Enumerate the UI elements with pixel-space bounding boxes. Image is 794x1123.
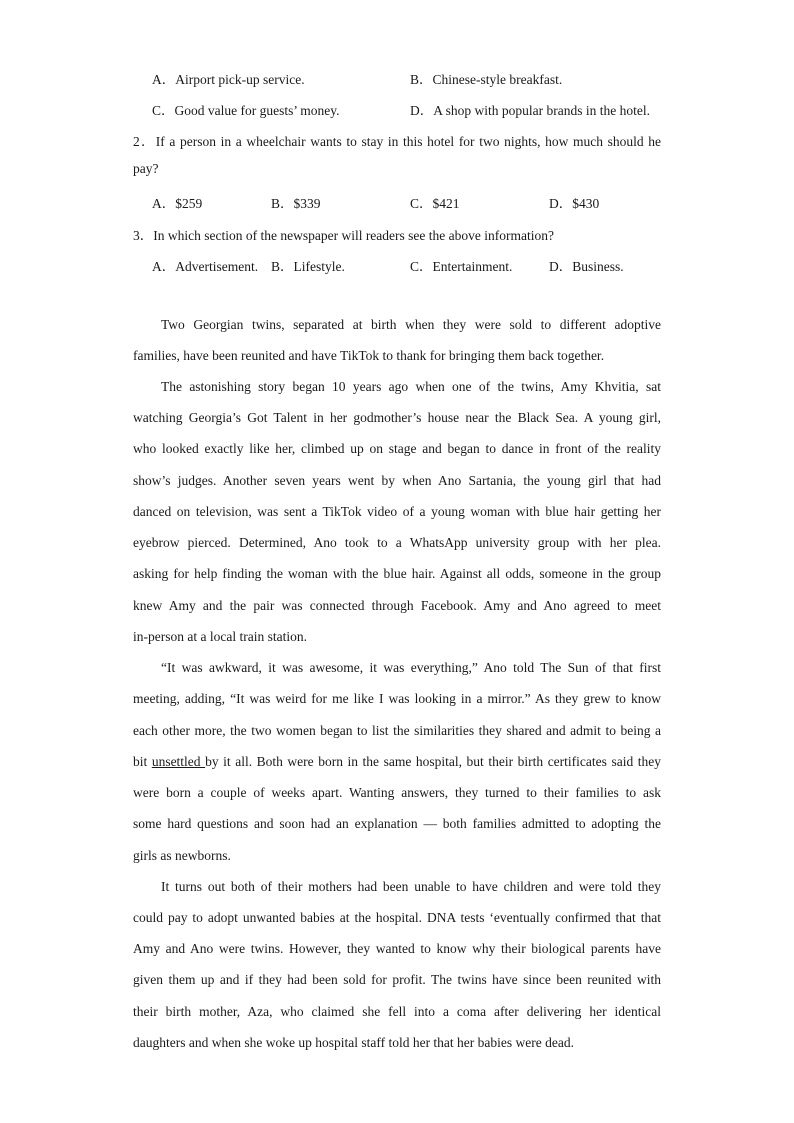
passage-p3-line: some hard questions and soon had an explanation — both families admitted to adopting the (133, 816, 661, 831)
q1-option-a[interactable]: A．Airport pick-up service. (152, 72, 305, 87)
q2-stem-cont: pay? (133, 161, 159, 176)
q2-stem: 2．If a person in a wheelchair wants to stay in this hotel for two nights, how much should he (133, 134, 661, 149)
q2-option-a[interactable]: A．$259 (152, 196, 203, 211)
passage-p3-line: each other more, the two women began to list the similarities they shared and admit to being a (133, 723, 661, 738)
passage-p2-line: eyebrow pierced. Determined, Ano took to a WhatsApp university group with her plea. (133, 535, 661, 550)
passage-p1-line: families, have been reunited and have TikTok to thank for bringing them back together. (133, 348, 605, 363)
passage-p4-line: Amy and Ano were twins. However, they wanted to know why their biological parents have (133, 941, 661, 956)
q2-option-c[interactable]: C．$421 (410, 196, 460, 211)
passage-p4-line: given them up and if they had been sold for profit. The twins have since been reunited with (133, 972, 661, 987)
q3-option-d[interactable]: D．Business. (549, 259, 624, 274)
q1-option-c[interactable]: C．Good value for guests’ money. (152, 103, 340, 118)
passage-p3-line: meeting, adding, “It was weird for me like I was looking in a mirror.” As they grew to know (133, 691, 661, 706)
q3-option-b[interactable]: B．Lifestyle. (271, 259, 345, 274)
underlined-word: unsettled (151, 754, 206, 769)
passage-p2-line: danced on television, was sent a TikTok video of a young woman with blue hair getting her (133, 504, 661, 519)
passage-p2-line: watching Georgia’s Got Talent in her godmother’s house near the Black Sea. A young girl, (133, 410, 661, 425)
passage-text: bit (133, 754, 152, 769)
q3-option-a[interactable]: A．Advertisement. (152, 259, 259, 274)
passage-p2-line: The astonishing story began 10 years ago when one of the twins, Amy Khvitia, sat (161, 379, 661, 394)
passage-p4-line: daughters and when she woke up hospital staff told her that her babies were dead. (133, 1035, 574, 1050)
passage-p1-line: Two Georgian twins, separated at birth when they were sold to different adoptive (161, 317, 661, 332)
passage-p2-line: who looked exactly like her, climbed up on stage and began to dance in front of the reality (133, 441, 661, 456)
q2-option-b[interactable]: B．$339 (271, 196, 321, 211)
passage-p2-line: asking for help finding the woman with the blue hair. Against all odds, someone in the group (133, 566, 661, 581)
q1-option-d[interactable]: D．A shop with popular brands in the hotel. (410, 103, 650, 118)
passage-p4-line: could pay to adopt unwanted babies at the hospital. DNA tests ‘eventually confirmed that that (133, 910, 661, 925)
q3-option-c[interactable]: C．Entertainment. (410, 259, 513, 274)
passage-p4-line: It turns out both of their mothers had been unable to have children and were told they (161, 879, 661, 894)
passage-p4-line: their birth mother, Aza, who claimed she fell into a coma after delivering her identical (133, 1004, 661, 1019)
passage-text: by it all. Both were born in the same hospital, but their birth certificates said they (205, 754, 661, 769)
passage-p3-line-underline (133, 754, 661, 770)
q2-option-d[interactable]: D．$430 (549, 196, 600, 211)
passage-p2-line: show’s judges. Another seven years went by when Ano Sartania, the young girl that had (133, 473, 661, 488)
q1-option-b[interactable]: B．Chinese-style breakfast. (410, 72, 563, 87)
passage-p2-line: knew Amy and the pair was connected through Facebook. Amy and Ano agreed to meet (133, 598, 661, 613)
passage-p3-line: girls as newborns. (133, 848, 231, 863)
passage-p2-line: in-person at a local train station. (133, 629, 307, 644)
passage-p3-line: “It was awkward, it was awesome, it was everything,” Ano told The Sun of that first (161, 660, 661, 675)
passage-p3-line: were born a couple of weeks apart. Wanting answers, they turned to their families to ask (133, 785, 661, 800)
q3-stem: 3．In which section of the newspaper will readers see the above information? (133, 228, 554, 243)
